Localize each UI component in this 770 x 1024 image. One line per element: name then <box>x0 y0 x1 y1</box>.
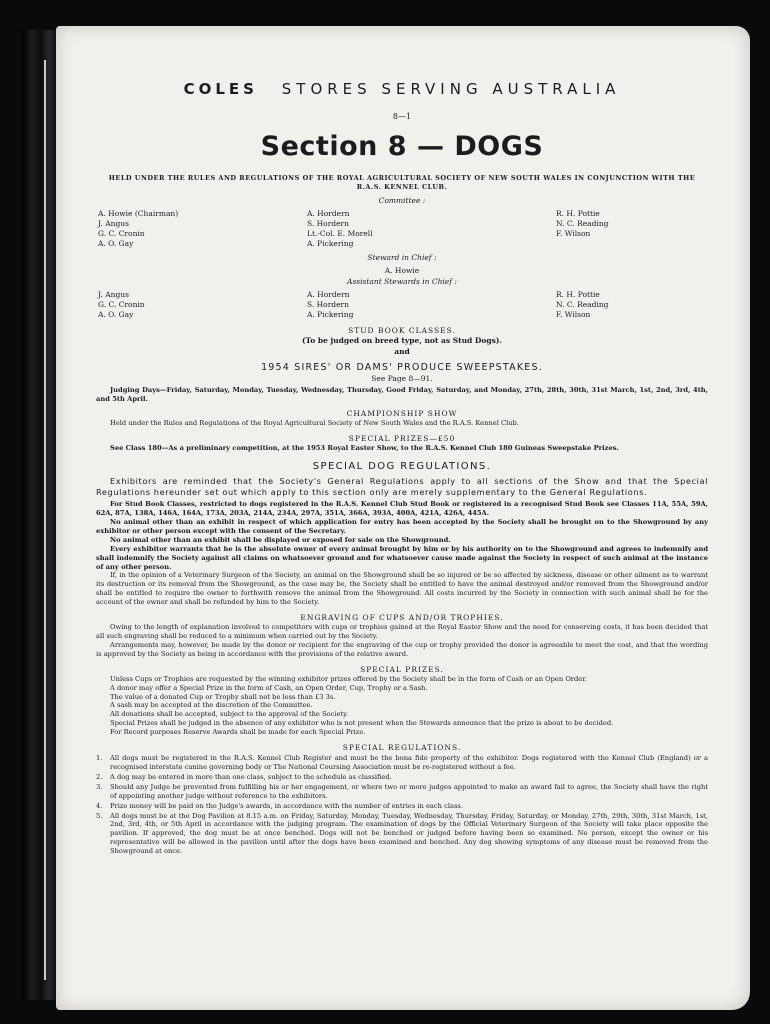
sweepstakes-heading: 1954 SIRES' OR DAMS' PRODUCE SWEEPSTAKES. <box>261 362 543 374</box>
steward-heading: Steward in Chief : <box>367 253 437 262</box>
binding-seam <box>44 60 46 980</box>
committee-col-3 <box>506 209 706 249</box>
judging-days: Judging Days—Friday, Saturday, Monday, Tuesday, Wednesday, Thursday, Good Friday, Saturday, and Monday, 27th, 28th, 30th, 31st March, 1st, 2nd, 3rd, 4th, and 5th April. <box>96 385 708 403</box>
committee-member: N. C. Reading <box>556 219 609 228</box>
section-title: Section 8 — DOGS <box>260 131 544 162</box>
assistant-steward: A. O. Gay <box>98 310 134 319</box>
committee-member: R. H. Pottie <box>556 209 600 218</box>
regulation-item <box>96 812 708 857</box>
regulation-number: 5. <box>96 811 103 820</box>
special-prizes-paragraph: Unless Cups or Trophies are requested by the winning exhibitor prizes offered by the Society shall be in the form of Cash or an Open Order. <box>110 674 587 683</box>
assistant-col-3 <box>506 290 706 320</box>
committee-member: A. Howie (Chairman) <box>98 209 179 218</box>
regulation-paragraph: For Stud Book Classes, restricted to dogs registered in the R.A.S. Kennel Club Stud Book or registered in a recognised Stud Book see Classes 11A, 55A, 59A, 62A, 87A, 138A, 146A, 164A, 173A, 203A, 214A, 234A, 297A, 351A, 366A, 393A, 400A, 421A, 426A, 445A. <box>96 500 708 518</box>
special-prizes-paragraph: Special Prizes shall be judged in the absence of any exhibitor who is not present when the Stewards announce that the prize is about to be decided. <box>110 719 614 728</box>
engraving-paragraph: Owing to the length of explanation involved to competitors with cups or trophies gained at the Royal Easter Show and the need for conserving costs, it has been decided that all such engraving shall be reduced to a minimum when carried out by the Society. <box>96 623 708 641</box>
regulation-number: 3. <box>96 782 103 791</box>
committee-member: A. Pickering <box>307 239 354 248</box>
committee-heading: Committee : <box>378 196 426 205</box>
steward-name: A. Howie <box>384 266 420 275</box>
assistant-steward: R. H. Pottie <box>556 290 600 299</box>
stud-book-and: and <box>394 347 410 357</box>
special-prizes-amount-text: See Class 180—As a preliminary competition, at the 1953 Royal Easter Show, to the R.A.S. Kennel Club 180 Guineas Sweepstake Prizes. <box>110 444 619 453</box>
stud-book-note: (To be judged on breed type, not as Stud Dogs). <box>301 336 503 345</box>
book-binding <box>22 30 56 1000</box>
catalogue-page <box>56 26 750 1010</box>
committee-member: A. Hordern <box>307 209 350 218</box>
assistant-steward: F. Wilson <box>556 310 591 319</box>
assistant-steward: A. Hordern <box>307 290 350 299</box>
sweepstakes-see-page: See Page 8—91. <box>371 374 433 384</box>
championship-text: Held under the Rules and Regulations of the Royal Agricultural Society of New South Wales and the R.A.S. Kennel Club. <box>110 419 519 428</box>
regulation-text: Prize money will be paid on the Judge's awards, in accordance with the number of entries in each class. <box>110 801 463 810</box>
regulation-number: 4. <box>96 801 103 810</box>
regulation-text: A dog may be entered in more than one class, subject to the schedule as classified. <box>110 772 392 781</box>
regulation-paragraph: If, in the opinion of a Veterinary Surgeon of the Society, an animal on the Showground shall be so injured or be so affected by sickness, disease or other ailment as to warrant its destruction or its removal from the Showground, as the case may be, the Society shall be entitled to have the animal destroyed and/or removed from the Showground and/or shall be entitled to require the owner to forthwith remove the animal from the Showground. All costs incurred by the Society in connection with such animal shall be for the account of the owner and shall be refunded by him to the Society. <box>96 571 708 607</box>
committee-col-2 <box>297 209 497 249</box>
regulation-item <box>96 802 708 811</box>
assistant-stewards-heading: Assistant Stewards in Chief : <box>347 277 457 286</box>
special-prizes-paragraph: A sash may be accepted at the discretion of the Committee. <box>110 701 313 710</box>
regulation-item <box>96 754 708 772</box>
assistant-steward: J. Angus <box>98 290 129 299</box>
committee-member: S. Hordern <box>307 219 349 228</box>
regulation-text: Should any Judge be prevented from fulfilling his or her engagement, or where two or more judges appointed to make an award fail to agree, the Society shall have the right of appointing another judge without reference to the exhibitors. <box>110 782 708 800</box>
special-regulations-list <box>96 754 708 856</box>
brand-name: COLES <box>183 80 258 98</box>
committee-col-1 <box>98 209 288 249</box>
committee-member: Lt.-Col. E. Morell <box>307 229 373 238</box>
regulation-paragraph: No animal other than an exhibit in respect of which application for entry has been accepted by the Society shall be brought on to the Showground by any exhibitor or other person except with the consent of the Secretary. <box>96 518 708 535</box>
held-under-text: HELD UNDER THE RULES AND REGULATIONS OF THE ROYAL AGRICULTURAL SOCIETY OF NEW SOUTH WALES IN CONJUNCTION WITH THE R.A.S. KENNEL CLUB. <box>108 174 696 191</box>
special-prizes-paragraph: The value of a donated Cup or Trophy shall not be less than £3 3s. <box>110 692 336 701</box>
special-prizes-paragraph: All donations shall be accepted, subject to the approval of the Society. <box>110 710 349 719</box>
regulation-text: All dogs must be at the Dog Pavilion at 8.15 a.m. on Friday, Saturday, Monday, Tuesday, Wednesday, Thursday, Friday, Saturday, or Monday, 27th, 29th, 30th, 31st March, 1st, 2nd, 3rd, 4th, or 5th April in accordance with the judging program. The examination of dogs by the Official Veterinary Surgeon of the Society will take place opposite the pavilion. If approved, the dog must be at once benched. Dogs will not be benched or judged before having been so examined. No person, except the owner or his representative will be allowed in the pavilion until after the dogs have been examined and benched. Any dog showing symptoms of any disease must be removed from the Showground at once. <box>110 811 708 856</box>
assistant-steward: S. Hordern <box>307 300 349 309</box>
running-head <box>96 80 708 98</box>
assistant-steward: A. Pickering <box>307 310 354 319</box>
page-content <box>96 80 708 857</box>
special-prizes-paragraph: For Record purposes Reserve Awards shall be made for each Special Prize. <box>110 728 366 737</box>
regulation-paragraph: Every exhibitor warrants that he is the absolute owner of every animal brought by him or by his authority on to the Showground and agrees to indemnify and shall indemnify the Society against all claims on whatsoever ground and for whatsoever cause made against the Society in respect of such animal at the instance of any other person. <box>96 544 708 571</box>
regulation-item <box>96 773 708 782</box>
assistant-steward: N. C. Reading <box>556 300 609 309</box>
stud-book-heading: STUD BOOK CLASSES. <box>348 326 456 335</box>
assistant-col-1 <box>98 290 288 320</box>
regulation-item <box>96 783 708 801</box>
special-dog-regulations-heading: SPECIAL DOG REGULATIONS. <box>312 461 492 473</box>
special-regulations-heading: SPECIAL REGULATIONS. <box>342 743 462 753</box>
committee-list <box>96 209 708 249</box>
special-prizes-paragraph: A donor may offer a Special Prize in the form of Cash, an Open Order, Cup, Trophy or a Sash. <box>110 683 428 692</box>
regulation-text: All dogs must be registered in the R.A.S. Kennel Club Register and must be the bona fide property of the exhibitor. Dogs registered with the Kennel Club (England) or a recognised interstate canine governing body or The National Coursing Association must be re-registered without a fee. <box>110 754 708 771</box>
regulation-number: 2. <box>96 772 103 781</box>
committee-member: A. O. Gay <box>98 239 134 248</box>
assistant-col-2 <box>297 290 497 320</box>
regulation-paragraph: No animal other than an exhibit shall be displayed or exposed for sale on the Showground. <box>110 535 451 544</box>
special-prizes-heading: SPECIAL PRIZES. <box>360 664 444 674</box>
regulations-lead: Exhibitors are reminded that the Society's General Regulations apply to all sections of the Show and that the Special Regulations hereunder set out which apply to this section only are merely supplementary to the General Regulations. <box>96 476 708 498</box>
special-prizes-amount-heading: SPECIAL PRIZES—£50 <box>348 434 456 444</box>
committee-member: J. Angus <box>98 219 129 228</box>
assistant-steward: G. C. Cronin <box>98 300 145 309</box>
assistant-stewards-list <box>96 290 708 320</box>
regulation-number: 1. <box>96 754 103 763</box>
championship-heading: CHAMPIONSHIP SHOW <box>346 409 458 419</box>
engraving-paragraph: Arrangements may, however, be made by the donor or recipient for the engraving of the cup or trophy provided the donor is agreeable to meet the cost, and that the wording is approved by the Society as being in accordance with the provisions of the relative award. <box>96 640 708 658</box>
committee-member: G. C. Cronin <box>98 229 145 238</box>
brand-tagline: STORES SERVING AUSTRALIA <box>281 80 621 98</box>
page-number: 8—1 <box>392 112 412 121</box>
committee-member: F. Wilson <box>556 229 591 238</box>
engraving-heading: ENGRAVING OF CUPS AND/OR TROPHIES. <box>300 613 504 623</box>
